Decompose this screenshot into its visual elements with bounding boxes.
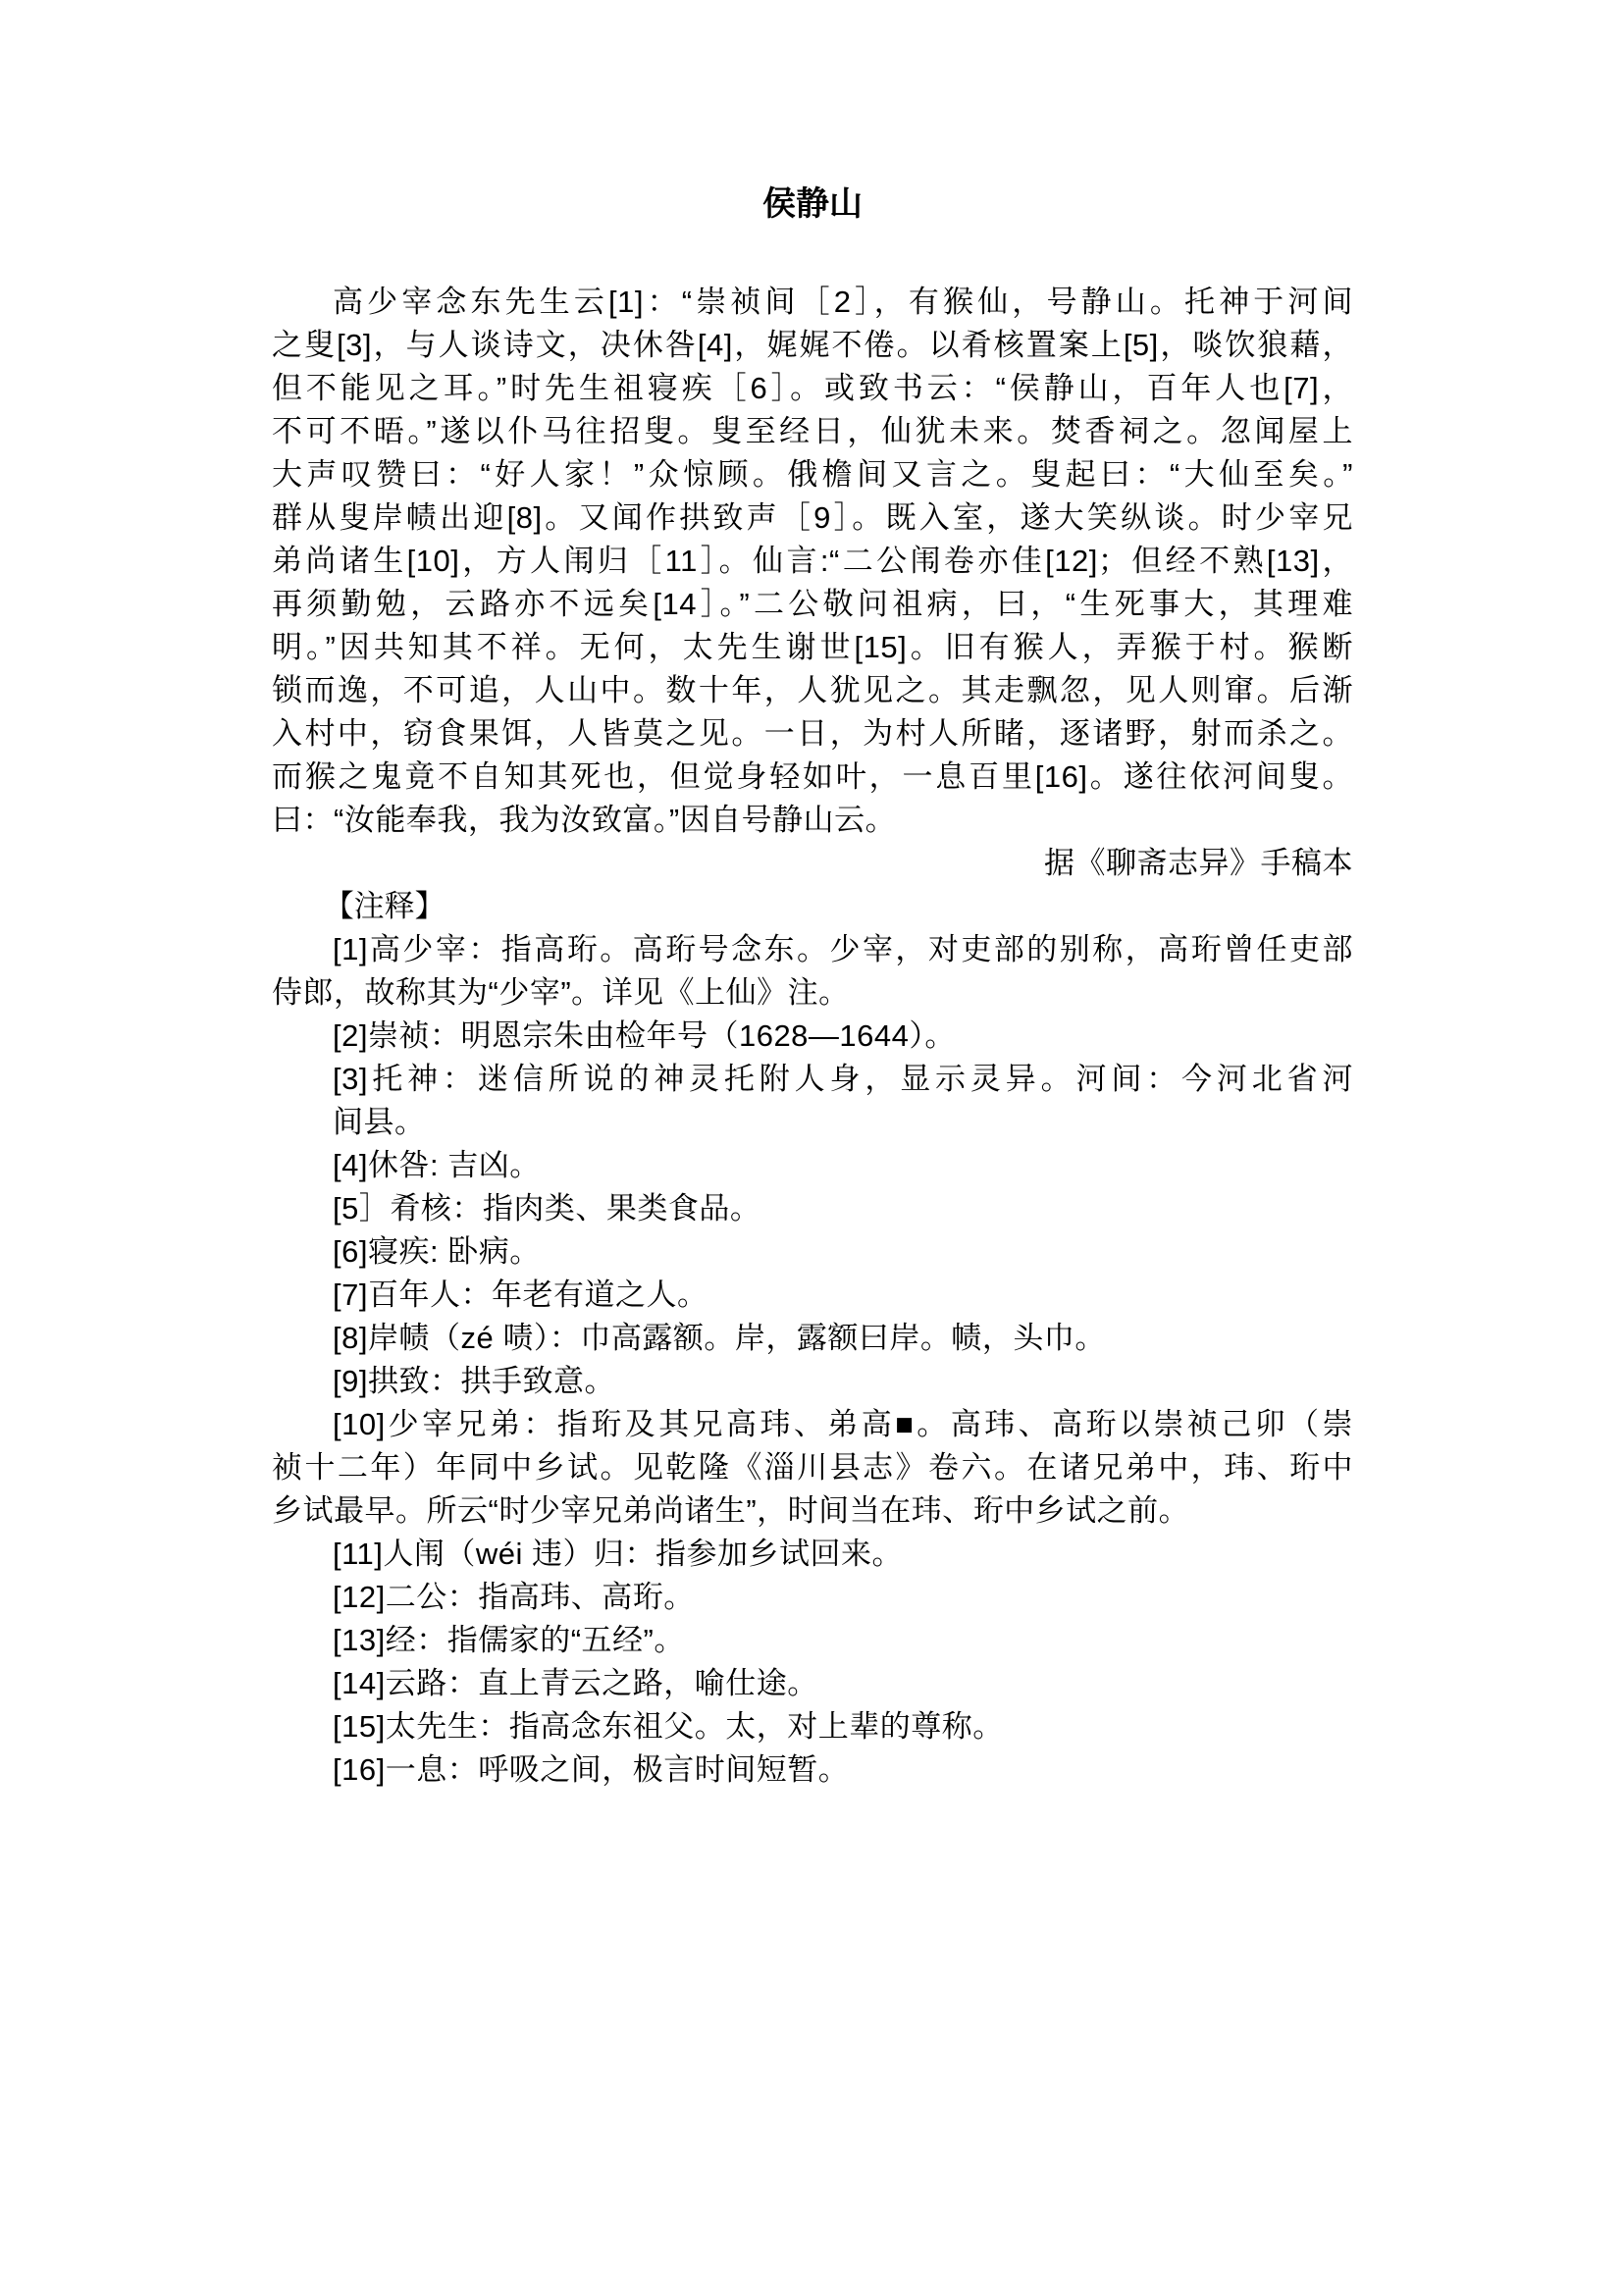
note-line: [6]寝疾: 卧病。 — [333, 1234, 541, 1269]
source-attribution: 据《聊斋志异》手稿本 — [1044, 846, 1353, 880]
note-line: 乡试最早。所云“时少宰兄弟尚诸生”，时间当在玮、珩中乡试之前。 — [272, 1493, 1190, 1528]
story-line: 弟尚诸生[10]，方人闱归［11］。仙言:“二公闱卷亦佳[12]；但经不熟[13]， — [272, 544, 1353, 578]
story-paragraph — [272, 281, 1353, 842]
note-line: [11]人闱（wéi 违）归：指参加乡试回来。 — [333, 1537, 904, 1571]
note-line: [9]拱致：拱手致意。 — [333, 1364, 615, 1398]
note-line: [3]托神：迷信所说的神灵托附人身，显示灵异。河间：今河北省河 — [333, 1062, 1353, 1096]
story-line: 曰：“汝能奉我，我为汝致富。”因自号静山云。 — [272, 803, 897, 837]
note-line: 间县。 — [333, 1105, 426, 1139]
story-line: 之叟[3]，与人谈诗文，决休咎[4]，娓娓不倦。以肴核置案上[5]，啖饮狼藉， — [272, 328, 1353, 362]
note-line: [16]一息：呼吸之间，极言时间短暂。 — [333, 1752, 850, 1787]
page-title: 侯静山 — [762, 185, 863, 223]
note-line: 侍郎，故称其为“少宰”。详见《上仙》注。 — [272, 975, 850, 1010]
story-line: 但不能见之耳。”时先生祖寝疾［6］。或致书云：“侯静山，百年人也[7]， — [272, 371, 1353, 405]
story-line: 群从叟岸帻出迎[8]。又闻作拱致声［9］。既入室，遂大笑纵谈。时少宰兄 — [272, 500, 1353, 535]
note-line: [5］肴核：指肉类、果类食品。 — [333, 1191, 761, 1225]
story-line: 而猴之鬼竟不自知其死也，但觉身轻如叶，一息百里[16]。遂往依河间叟。 — [272, 759, 1353, 794]
note-line: [13]经：指儒家的“五经”。 — [333, 1623, 685, 1657]
document-page — [272, 182, 1353, 1792]
story-line: 再须勤勉，云路亦不远矣[14］。”二公敬问祖病，曰，“生死事大，其理难 — [272, 587, 1353, 621]
note-line: [8]岸帻（zé 啧）：巾高露额。岸，露额曰岸。帻，头巾。 — [333, 1321, 1106, 1355]
story-line: 明。”因共知其不祥。无何，太先生谢世[15]。旧有猴人，弄猴于村。猴断 — [272, 630, 1353, 664]
note-line: [4]休咎: 吉凶。 — [333, 1148, 541, 1182]
note-line: [2]崇祯：明恩宗朱由检年号（1628—1644）。 — [333, 1018, 956, 1053]
story-line: 入村中，窃食果饵，人皆莫之见。一日，为村人所睹，逐诸野，射而杀之。 — [272, 716, 1353, 751]
note-line: [12]二公：指高玮、高珩。 — [333, 1580, 695, 1614]
note-line: [14]云路：直上青云之路，喻仕途。 — [333, 1666, 818, 1700]
notes-header: 【注释】 — [323, 889, 445, 923]
story-line: 锁而逸，不可追，人山中。数十年，人犹见之。其走飘忽，见人则窜。后渐 — [272, 673, 1353, 707]
note-line: 祯十二年）年同中乡试。见乾隆《淄川县志》卷六。在诸兄弟中，玮、珩中 — [272, 1450, 1353, 1485]
story-line: 高少宰念东先生云[1]：“崇祯间［2］，有猴仙，号静山。托神于河间 — [333, 285, 1353, 319]
notes-list — [272, 928, 1353, 1792]
note-line: [1]高少宰：指高珩。高珩号念东。少宰，对吏部的别称，高珩曾任吏部 — [333, 932, 1353, 966]
note-line: [10]少宰兄弟：指珩及其兄高玮、弟高■。高玮、高珩以崇祯己卯（崇 — [333, 1407, 1353, 1441]
note-line: [15]太先生：指高念东祖父。太，对上辈的尊称。 — [333, 1709, 1004, 1744]
story-line: 不可不晤。”遂以仆马往招叟。叟至经日，仙犹未来。焚香祠之。忽闻屋上 — [272, 414, 1353, 448]
story-line: 大声叹赞曰：“好人家！”众惊顾。俄檐间又言之。叟起曰：“大仙至矣。” — [272, 457, 1353, 492]
note-line: [7]百年人：年老有道之人。 — [333, 1277, 708, 1312]
